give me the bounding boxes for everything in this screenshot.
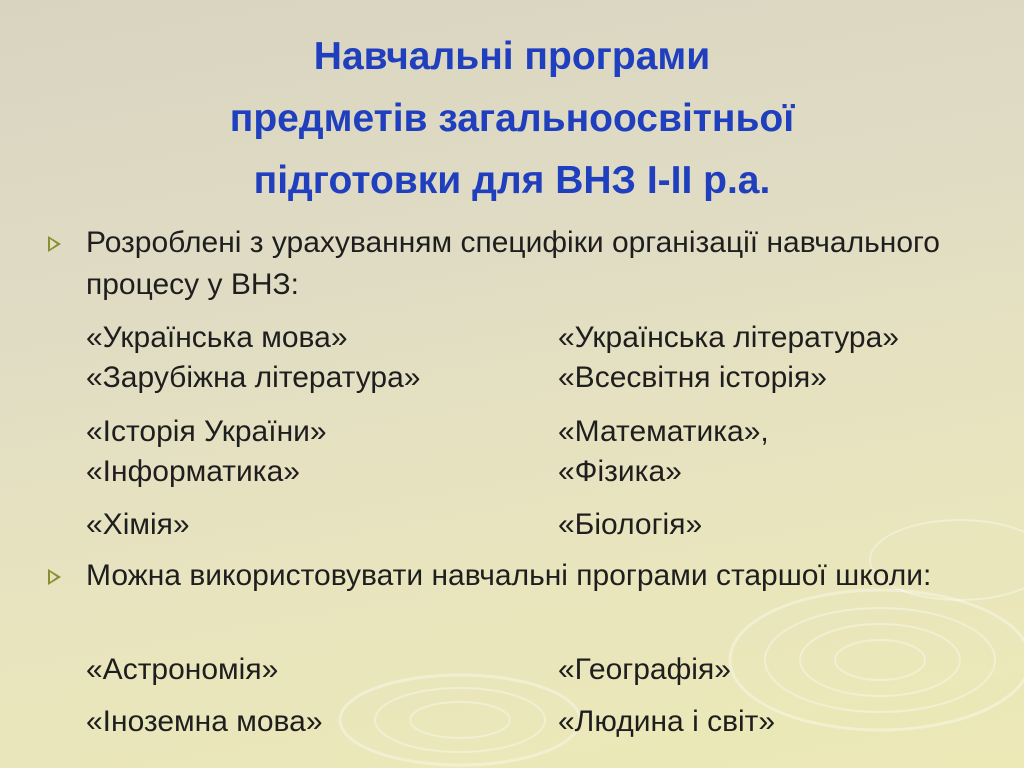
subject-item: «Астрономія» (86, 653, 279, 686)
subject-item: «Всесвітня історія» (558, 361, 827, 394)
title-line-1: Навчальні програми (313, 35, 711, 78)
subject-item: «Географія» (558, 653, 731, 686)
arrow-bullet-icon (48, 569, 61, 585)
subject-item: «Іноземна мова» (86, 705, 323, 738)
subject-item: «Фізика» (558, 455, 682, 488)
arrow-bullet-icon (48, 236, 61, 252)
subject-item: «Українська література» (558, 321, 899, 354)
bullet-item-1 (48, 222, 988, 306)
slide-title (0, 26, 1024, 212)
subject-item: «Інформатика» (86, 455, 300, 488)
subject-item: «Зарубіжна література» (86, 361, 421, 394)
subject-item: «Людина і світ» (558, 705, 776, 738)
subject-item: «Українська мова» (86, 321, 348, 354)
bullet-item-2 (48, 555, 988, 597)
bullet-text-1: Розроблені з урахуванням специфіки організації навчального процесу у ВНЗ: (86, 226, 940, 301)
bullet-text-2: Можна використовувати навчальні програми старшої школи: (86, 559, 932, 592)
subject-item: «Історія України» (86, 415, 327, 448)
title-line-3: підготовки для ВНЗ І-ІІ р.а. (253, 159, 771, 202)
subject-item: «Хімія» (86, 508, 190, 541)
title-line-2: предметів загальноосвітньої (229, 97, 795, 140)
subject-item: «Біологія» (558, 508, 703, 541)
subject-item: «Математика», (558, 415, 769, 448)
